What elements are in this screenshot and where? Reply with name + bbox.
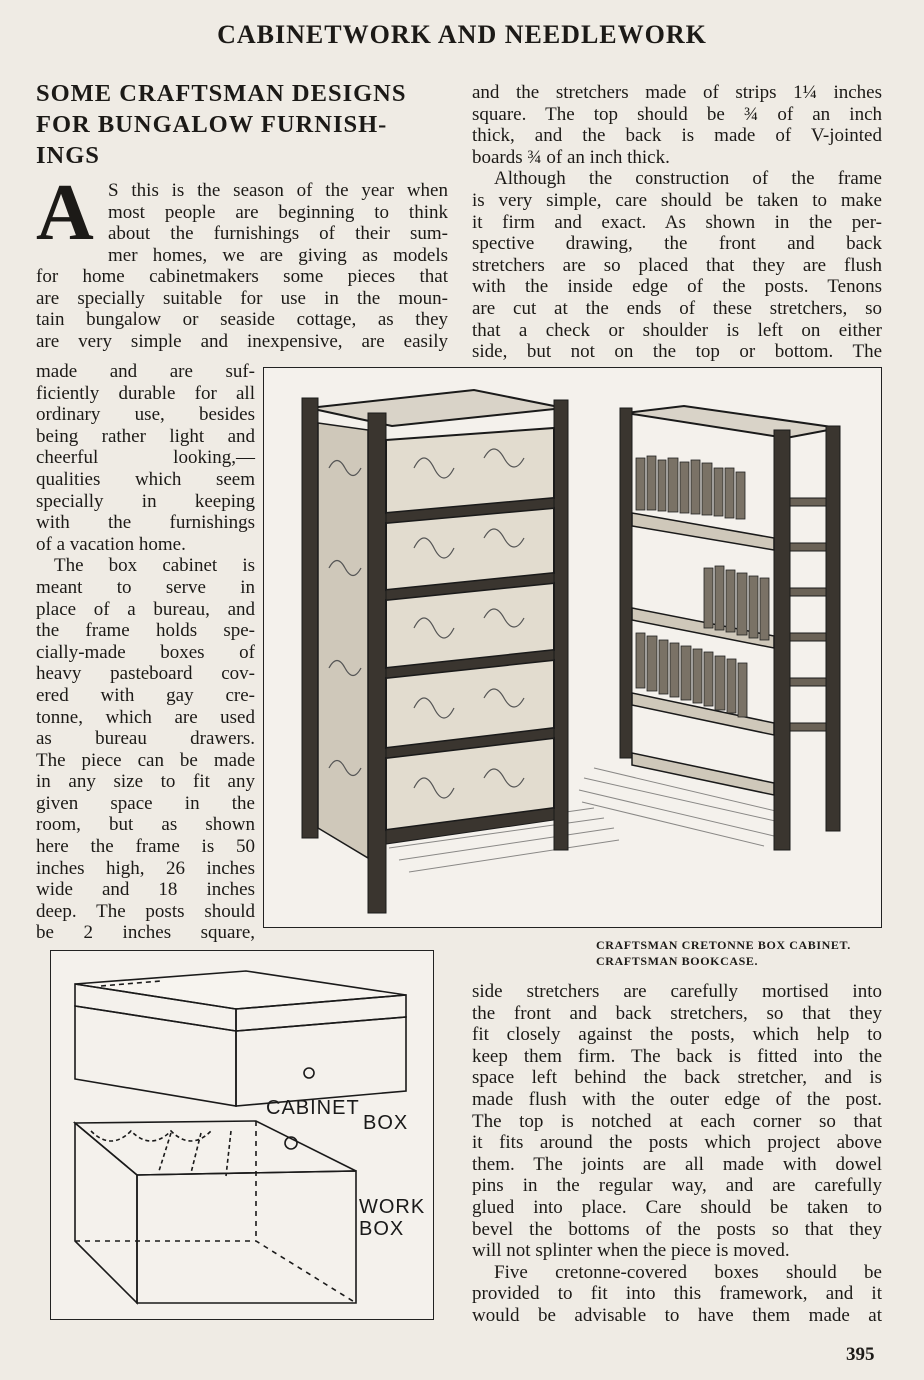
text-line: is very simple, care should be taken to make — [472, 189, 882, 211]
text-line: the frame holds spe- — [36, 620, 255, 642]
text-line: ered with gay cre- — [36, 684, 255, 706]
text-line: given space in the — [36, 792, 255, 814]
text-line: are specially suitable for use in the moun- — [36, 287, 448, 309]
text-line: as bureau drawers. — [36, 728, 255, 750]
title-line: INGS — [36, 142, 100, 169]
work-label: WORK — [359, 1196, 426, 1218]
cabinet-label: CABINET — [266, 1097, 360, 1119]
text-line: mer homes, we are giving as models — [108, 244, 448, 266]
text-line: about the furnishings of their sum- — [108, 223, 448, 245]
cabinet-box-label: BOX — [363, 1112, 409, 1134]
text-line: ficiently durable for all — [36, 382, 255, 404]
text-line: bevel the bottoms of the posts so that they — [472, 1218, 882, 1240]
text-line: Five cretonne-covered boxes should be — [494, 1261, 882, 1283]
text-line: fit closely against the posts, which help to — [472, 1024, 882, 1046]
narrow-column-text — [36, 361, 255, 944]
intro-paragraph-indented — [108, 180, 448, 266]
text-line: would be advisable to have them made at — [472, 1304, 882, 1326]
work-box-figure — [75, 1121, 356, 1303]
knob-icon — [304, 1068, 314, 1078]
text-line: them. The joints are all made with dowel — [472, 1153, 882, 1175]
text-line: The top is notched at each corner so that — [472, 1110, 882, 1132]
text-line: it fits around the posts which project above — [472, 1132, 882, 1154]
title-line: SOME CRAFTSMAN DESIGNS — [36, 80, 407, 107]
text-line: room, but as shown — [36, 814, 255, 836]
text-line: tain bungalow or seaside cottage, as they — [36, 309, 448, 331]
caption-line: CRAFTSMAN BOOKCASE. — [596, 954, 759, 968]
text-line: are cut at the ends of these stretchers, so — [472, 297, 882, 319]
text-line: wide and 18 inches — [36, 879, 255, 901]
text-line: side, but not on the top or bottom. The — [472, 341, 882, 363]
text-line: The box cabinet is — [54, 555, 255, 577]
text-line: thick, and the back is made of V-jointed — [472, 125, 882, 147]
text-line: for home cabinetmakers some pieces that — [36, 266, 448, 287]
text-line: space left behind the back stretcher, and is — [472, 1067, 882, 1089]
text-line: inches high, 26 inches — [36, 857, 255, 879]
text-line: heavy pasteboard cov- — [36, 663, 255, 685]
text-line: S this is the season of the year when — [108, 180, 448, 201]
text-line: most people are beginning to think — [108, 201, 448, 223]
text-line: tonne, which are used — [36, 706, 255, 728]
text-line: made flush with the outer edge of the post. — [472, 1088, 882, 1110]
text-line: boards ¾ of an inch thick. — [472, 146, 670, 168]
text-line: place of a bureau, and — [36, 598, 255, 620]
text-line: the front and back stretchers, so that they — [472, 1002, 882, 1024]
text-line: in any size to fit any — [36, 771, 255, 793]
text-line: of a vacation home. — [36, 533, 186, 555]
cabinet-box-figure — [75, 971, 406, 1106]
running-head: CABINETWORK AND NEEDLEWORK — [217, 20, 707, 49]
text-line: are very simple and inexpensive, are easily — [36, 330, 448, 352]
text-line: with the furnishings — [36, 512, 255, 534]
page-number: 395 — [846, 1344, 875, 1365]
text-line: glued into place. Care should be taken to — [472, 1196, 882, 1218]
text-line: pins in the regular way, and are carefully — [472, 1175, 882, 1197]
cabinet-and-work-box-drawing — [51, 951, 433, 1319]
text-line: with the inside edge of the posts. Tenons — [472, 276, 882, 298]
intro-paragraph-full — [36, 266, 448, 352]
boxes-illustration — [50, 950, 434, 1320]
text-line: will not splinter when the piece is moved. — [472, 1240, 790, 1262]
text-line: qualities which seem — [36, 468, 255, 490]
text-line: cheerful looking,— — [36, 447, 255, 469]
right-column-bottom-text — [472, 981, 882, 1327]
text-line: specially in keeping — [36, 490, 255, 512]
text-line: and the stretchers made of strips 1¼ inches — [472, 82, 882, 103]
text-line: spective drawing, the front and back — [472, 233, 882, 255]
work-box-label: BOX — [359, 1218, 405, 1240]
text-line: keep them firm. The back is fitted into the — [472, 1045, 882, 1067]
drop-cap: A — [36, 169, 94, 257]
text-line: it firm and exact. As shown in the per- — [472, 211, 882, 233]
text-line: ordinary use, besides — [36, 404, 255, 426]
illustration-captions — [596, 937, 886, 969]
text-line: Although the construction of the frame — [494, 168, 882, 190]
text-line: The piece can be made — [36, 749, 255, 771]
furniture-illustration — [263, 367, 882, 928]
text-line: be 2 inches square, — [36, 922, 255, 944]
article-title — [36, 78, 456, 171]
title-line: FOR BUNGALOW FURNISH- — [36, 111, 388, 138]
text-line: side stretchers are carefully mortised into — [472, 981, 882, 1002]
text-line: made and are suf- — [36, 361, 255, 382]
text-line: square. The top should be ¾ of an inch — [472, 103, 882, 125]
text-line: cially-made boxes of — [36, 641, 255, 663]
text-line: here the frame is 50 — [36, 836, 255, 858]
text-line: being rather light and — [36, 425, 255, 447]
right-column-top-text — [472, 82, 882, 363]
text-line: meant to serve in — [36, 576, 255, 598]
text-line: provided to fit into this framework, and it — [472, 1283, 882, 1305]
text-line: that a check or shoulder is left on either — [472, 319, 882, 341]
bookcase-figure — [620, 406, 840, 850]
text-line: deep. The posts should — [36, 900, 255, 922]
box-cabinet-figure — [302, 390, 568, 913]
cabinet-and-bookcase-drawing — [264, 368, 881, 927]
text-line: stretchers are so placed that they are flush — [472, 254, 882, 276]
caption-line: CRAFTSMAN CRETONNE BOX CABINET. — [596, 938, 851, 952]
